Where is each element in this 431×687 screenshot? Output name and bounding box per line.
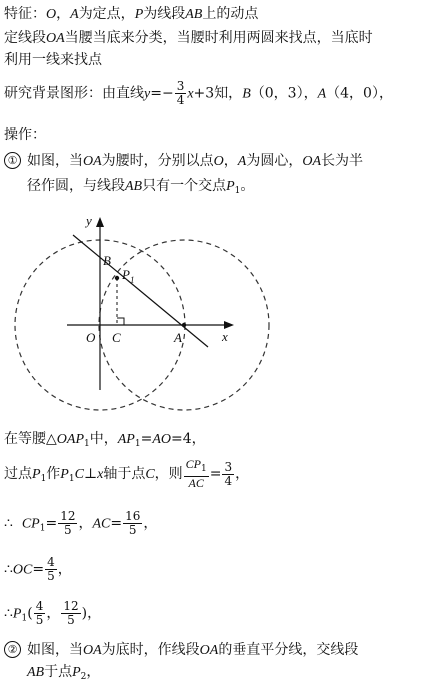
fraction-4-5: $\frac{4}{5}$	[47, 555, 55, 583]
fraction-cp1-ac: $\frac{CP_1}{AC}$	[185, 457, 207, 490]
label-c: C	[112, 330, 121, 345]
text-line-operation: 操作：	[4, 127, 46, 143]
step1-marker: ①	[4, 152, 21, 169]
text-line-background: 研究背景图形：由直线y=− $\frac{3}{4}$ x+3知，B（0，3），A（4，0），	[4, 79, 393, 107]
right-angle-mark	[117, 318, 124, 325]
text-line-classify: 定线段OA当腰当底来分类，当腰时利用两圆来找点，当底时	[4, 30, 373, 46]
label-p1: $P_1$	[122, 267, 135, 285]
text-line-step2-cont: AB于点$P_2$，	[27, 664, 101, 682]
fraction-x-coord: $\frac{4}{5}$	[35, 599, 44, 627]
label-y-axis: y	[86, 213, 92, 228]
fraction-16-5: $\frac{16}{5}$	[125, 509, 141, 537]
text-line-feature: 特征：O，A为定点，P为线段AB上的动点	[4, 6, 259, 22]
label-b: B	[103, 253, 111, 268]
label-o: O	[86, 330, 96, 345]
x-axis-arrow	[224, 321, 234, 329]
text-line-cp1-ac: ∴ $CP_1=$ $\frac{12}{5}$ ，AC= $\frac{16}{5}$ ，	[4, 509, 158, 537]
text-line-step1: ① 如图，当OA为腰时，分别以点O，A为圆心，OA长为半	[4, 151, 363, 172]
label-a: A	[174, 330, 182, 345]
text-line-classify-cont: 利用一线来找点	[4, 52, 102, 68]
geometry-figure	[0, 205, 300, 425]
text-line-oc: ∴OC= $\frac{4}{5}$ ，	[4, 555, 72, 583]
text-line-p1-coords: $\therefore P_1$( $\frac{4}{5}$ ， $\frac{12}{5}$ )，	[4, 599, 102, 627]
text-line-perpendicular: 过点$P_1$作$P_1C\perp x$轴于点C，则 $\frac{CP_1}{AC}$ = $\frac{3}{4}$ ，	[4, 457, 250, 490]
fraction-12-5: $\frac{12}{5}$	[60, 509, 76, 537]
point-a	[182, 323, 186, 327]
text-line-step1-cont: 径作圆，与线段AB只有一个交点$P_1$。	[27, 178, 255, 196]
label-x-axis: x	[222, 329, 228, 344]
fraction-ratio: $\frac{3}{4}$	[224, 459, 233, 488]
text-line-step2: ② 如图，当OA为底时，作线段OA的垂直平分线，交线段	[4, 640, 358, 661]
step2-marker: ②	[4, 641, 21, 658]
fraction-y-coord: $\frac{12}{5}$	[63, 599, 79, 627]
fraction-slope: $\frac{3}{4}$	[176, 79, 185, 107]
point-p1	[115, 276, 119, 280]
y-axis-arrow	[96, 217, 104, 227]
text-line-isosceles: 在等腰$\triangle OAP_1$中，$AP_1=AO=4$，	[4, 431, 206, 449]
